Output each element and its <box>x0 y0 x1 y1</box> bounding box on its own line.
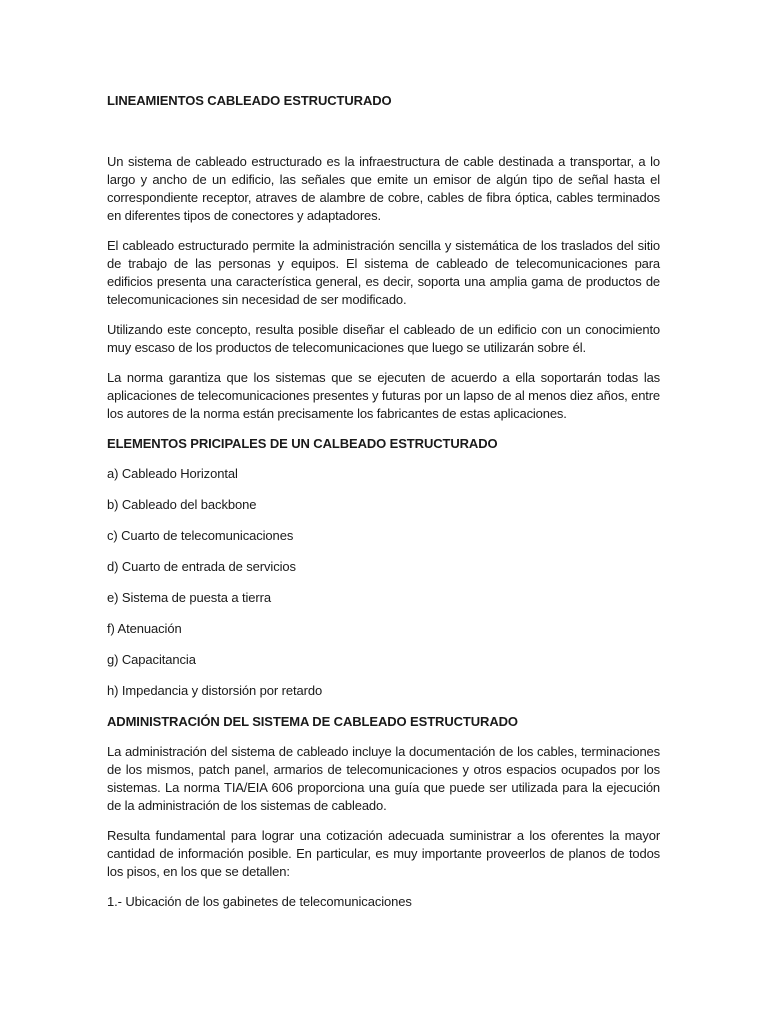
elements-list <box>107 465 660 700</box>
list-item: f) Atenuación <box>107 621 182 636</box>
list-item: b) Cableado del backbone <box>107 497 257 512</box>
admin-paragraph-2: Resulta fundamental para lograr una cotización adecuada suministrar a los oferentes la mayor cantidad de información posible. En particular, es muy importante proveerlos de planos de todos los pisos, en los que se detallen: <box>107 828 660 879</box>
intro-paragraph-2: El cableado estructurado permite la administración sencilla y sistemática de los traslados del sitio de trabajo de las personas y equipos. El sistema de cableado de telecomunicaciones para edificios presenta una característica general, es decir, soporta una amplia gama de productos de telecomunicaciones sin necesidad de ser modificado. <box>107 238 660 307</box>
document-page <box>107 92 660 924</box>
list-item: 1.- Ubicación de los gabinetes de telecomunicaciones <box>107 894 412 909</box>
list-item: d) Cuarto de entrada de servicios <box>107 559 296 574</box>
intro-paragraph-3: Utilizando este concepto, resulta posible diseñar el cableado de un edificio con un conocimiento muy escaso de los productos de telecomunicaciones que luego se utilizarán sobre él. <box>107 322 660 355</box>
elements-heading: ELEMENTOS PRICIPALES DE UN CALBEADO ESTRUCTURADO <box>107 436 498 451</box>
intro-paragraph-1: Un sistema de cableado estructurado es la infraestructura de cable destinada a transportar, a lo largo y ancho de un edificio, las señales que emite un emisor de algún tipo de señal hasta el correspondiente receptor, atraves de alambre de cobre, cables de fibra óptica, cables terminados en diferentes tipos de conectores y adaptadores. <box>107 154 660 223</box>
list-item: c) Cuarto de telecomunicaciones <box>107 528 294 543</box>
document-title: LINEAMIENTOS CABLEADO ESTRUCTURADO <box>107 93 392 108</box>
admin-heading: ADMINISTRACIÓN DEL SISTEMA DE CABLEADO ESTRUCTURADO <box>107 714 518 729</box>
list-item: e) Sistema de puesta a tierra <box>107 590 272 605</box>
list-item: g) Capacitancia <box>107 652 196 667</box>
list-item: a) Cableado Horizontal <box>107 466 238 481</box>
admin-paragraph-1: La administración del sistema de cableado incluye la documentación de los cables, terminaciones de los mismos, patch panel, armarios de telecomunicaciones y otros espacios ocupados por los sistemas. La norma TIA/EIA 606 proporciona una guía que puede ser utilizada para la ejecución de la administración de los sistemas de cableado. <box>107 744 660 813</box>
list-item: h) Impedancia y distorsión por retardo <box>107 683 323 698</box>
intro-paragraph-4: La norma garantiza que los sistemas que se ejecuten de acuerdo a ella soportarán todas las aplicaciones de telecomunicaciones presentes y futuras por un lapso de al menos diez años, entre los autores de la norma están precisamente los fabricantes de estas aplicaciones. <box>107 370 660 421</box>
